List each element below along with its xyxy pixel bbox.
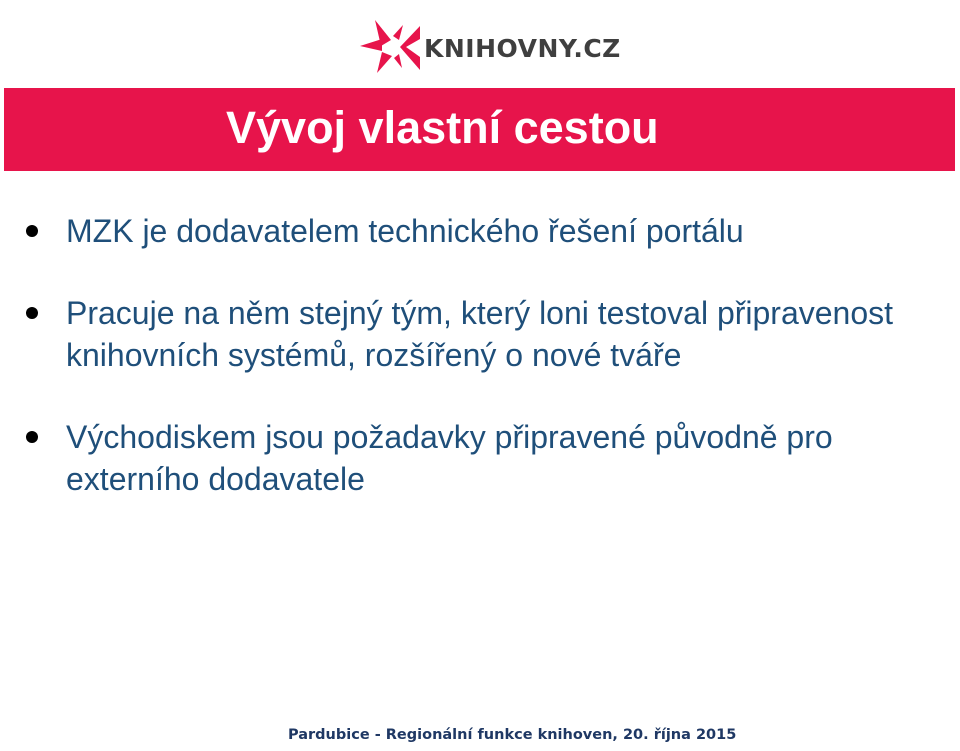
knihovny-logo bbox=[358, 16, 621, 80]
title-band bbox=[4, 88, 955, 171]
slide-title: Vývoj vlastní cestou bbox=[226, 102, 659, 153]
logo-wordmark: KNIHOVNY.CZ bbox=[424, 34, 621, 63]
bullet-dot-icon bbox=[26, 225, 38, 237]
bullet-dot-icon bbox=[26, 431, 38, 443]
bullet-text: MZK je dodavatelem technického řešení portálu bbox=[66, 213, 744, 249]
bullet-text: Východiskem jsou požadavky připravené původně pro externího dodavatele bbox=[66, 419, 833, 497]
bullet-list bbox=[26, 210, 926, 500]
bullet-item bbox=[26, 292, 926, 376]
knihovny-star-icon bbox=[358, 16, 422, 80]
bullet-text: Pracuje na něm stejný tým, který loni testoval připravenost knihovních systémů, rozšířený o nové tváře bbox=[66, 295, 894, 373]
bullet-item bbox=[26, 416, 926, 500]
slide-footer: Pardubice - Regionální funkce knihoven, 20. října 2015 bbox=[288, 727, 737, 743]
bullet-dot-icon bbox=[26, 307, 38, 319]
bullet-item bbox=[26, 210, 926, 252]
